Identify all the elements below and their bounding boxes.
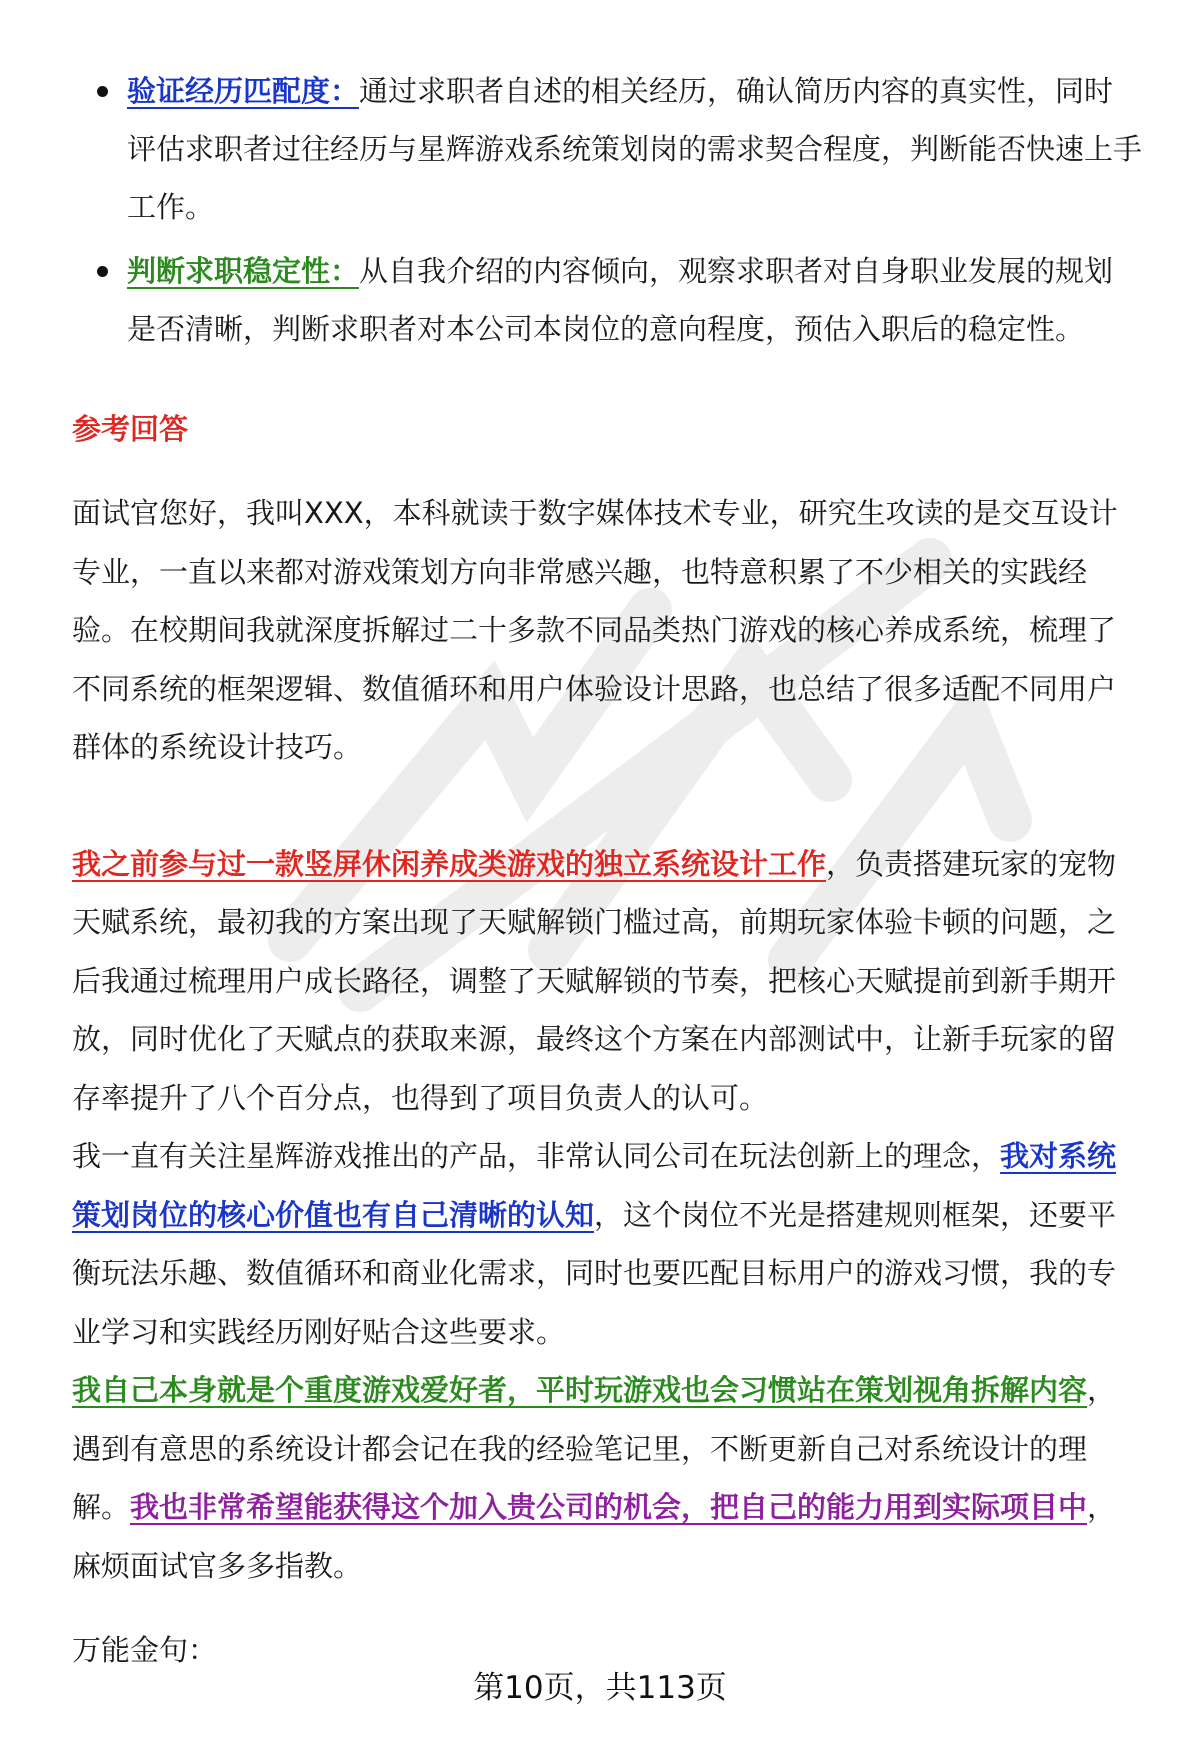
section-title: 参考回答 [72,412,189,446]
bullet-text: 从自我介绍的内容倾向，观察求职者对自身职业发展的规划是否清晰，判断求职者对本公司本岗位的意向程度，预估入职后的稳定性。 [127,254,1114,346]
paragraph-text: ，负责搭建玩家的宠物天赋系统，最初我的方案出现了天赋解锁门槛过高，前期玩家体验卡顿的问题，之后我通过梳理用户成长路径，调整了天赋解锁的节奏，把核心天赋提前到新手期开放，同时优化了天赋点的获取来源，最终这个方案在内部测试中，让新手玩家的留存率提升了八个百分点，也得到了项目负责人的认可。 [72,846,1117,1115]
paragraph-text: 我一直有关注星辉游戏推出的产品，非常认同公司在玩法创新上的理念， [72,1139,1001,1173]
highlight-project: 我之前参与过一款竖屏休闲养成类游戏的独立系统设计工作 [72,846,827,881]
bullet-item-stability [72,242,1142,358]
bullet-dot-icon [97,266,108,277]
bullet-text: 通过求职者自述的相关经历，确认简历内容的真实性，同时评估求职者过往经历与星辉游戏系统策划岗的需求契合程度，判断能否快速上手工作。 [127,74,1143,224]
paragraph-text: ，这个岗位不光是搭建规则框架，还要平衡玩法乐趣、数值循环和商业化需求，同时也要匹配目标用户的游戏习惯，我的专业学习和实践经历刚好贴合这些要求。 [72,1197,1117,1349]
highlight-role: 我对系统策划岗位的核心价值也有自己清晰的认知 [72,1139,1117,1232]
answer-paragraph-role [72,1127,1142,1361]
bullet-list [72,62,1142,358]
bullet-label: 判断求职稳定性： [127,254,360,288]
paragraph-text: ，麻烦面试官多多指教。 [72,1490,1117,1583]
highlight-opportunity: 我也非常希望能获得这个加入贵公司的机会，把自己的能力用到实际项目中 [130,1490,1088,1524]
golden-phrases-label: 万能金句： [72,1633,218,1667]
answer-paragraph-intro: 面试官您好，我叫XXX，本科就读于数字媒体技术专业，研究生攻读的是交互设计专业，一直以来都对游戏策划方向非常感兴趣，也特意积累了不少相关的实践经验。在校期间我就深度拆解过二十多款不同品类热门游戏的核心养成系统，梳理了不同系统的框架逻辑、数值循环和用户体验设计思路，也总结了很多适配不同用户群体的系统设计技巧。 [72,496,1118,764]
paragraph-text: ，遇到有意思的系统设计都会记在我的经验笔记里，不断更新自己对系统设计的理解。 [72,1373,1117,1524]
highlight-gamer: 我自己本身就是个重度游戏爱好者，平时玩游戏也会习惯站在策划视角拆解内容 [72,1373,1088,1407]
answer-paragraph-project [72,835,1142,1128]
answer-paragraph-closing [72,1361,1142,1595]
bullet-dot-icon [97,86,108,97]
bullet-item-experience [72,62,1142,236]
page-number-footer: 第10页，共113页 [473,1670,727,1706]
document-content [72,62,1142,1680]
bullet-label: 验证经历匹配度： [127,74,360,108]
